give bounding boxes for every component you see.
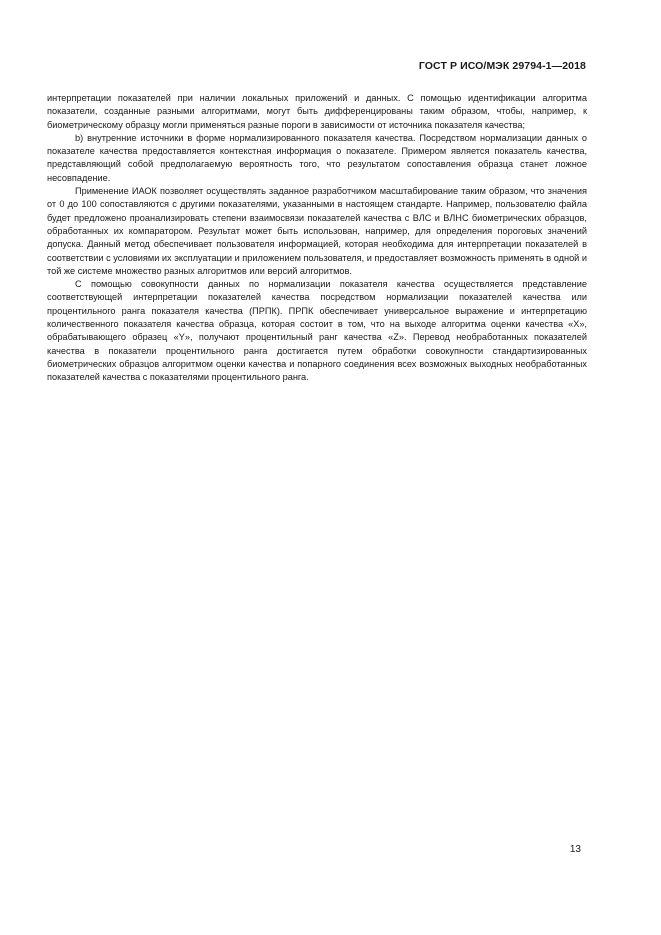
paragraph-iaok-application: Применение ИАОК позволяет осуществлять заданное разработчиком масштабирование таким образом, что значения от 0 до 100 сопоставляются с другими показателями, указанными в настоящем стандарте. Например, пользователю файла будет предложено проанализировать степени взаимосвязи показателей качества с ВЛС и ВЛНС биометрических образцов, обработанных их компаратором. Результат может быть использован, например, для определения пороговых значений допуска. Данный метод обеспечивает пользователя информацией, которая необходима для интерпретации показателей в соответствии с условиями их эксплуатации и приложением пользователя, и предоставляет возможность применять в одной и той же системе множество разных алгоритмов или версий алгоритмов. [47,186,587,276]
paragraph-internal-sources: b) внутренние источники в форме нормализированного показателя качества. Посредством нормализации данных о показателе качества предоставляется контекстная информация о показателе. Примером является показатель качества, представляющий собой предполагаемую вероятность того, что результатом сопоставления образца станет ложное несовпадение. [47,132,587,183]
body-text [47,92,587,385]
standard-header: ГОСТ Р ИСО/МЭК 29794-1—2018 [418,60,586,72]
paragraph-quality-normalization: С помощью совокупности данных по нормализации показателя качества осуществляется представление соответствующей интерпретации показателей качества посредством нормализации показателей качества или процентильного ранга показателя качества (ПРПК). ПРПК обеспечивает универсальное выражение и интерпретацию количественного показателя качества образца, которая состоит в том, что на выходе алгоритма оценки качества «X», обрабатывающего образец «Y», получают процентильный ранг качества «Z». Перевод необработанных показателей качества в показатели процентильного ранга достигается путем обработки совокупности стандартизированных биометрических образцов алгоритмом оценки качества и попарного соединения всех возможных выходных необработанных показателей качества с показателями процентильного ранга. [47,279,587,383]
page-number: 13 [569,844,581,855]
paragraph-continuation: интерпретации показателей при наличии локальных приложений и данных. С помощью идентификации алгоритма показатели, созданные разными алгоритмами, могут быть дифференцированы таким образом, чтобы, например, к биометрическому образцу могли применяться разные пороги в зависимости от источника показателя качества; [47,93,587,130]
